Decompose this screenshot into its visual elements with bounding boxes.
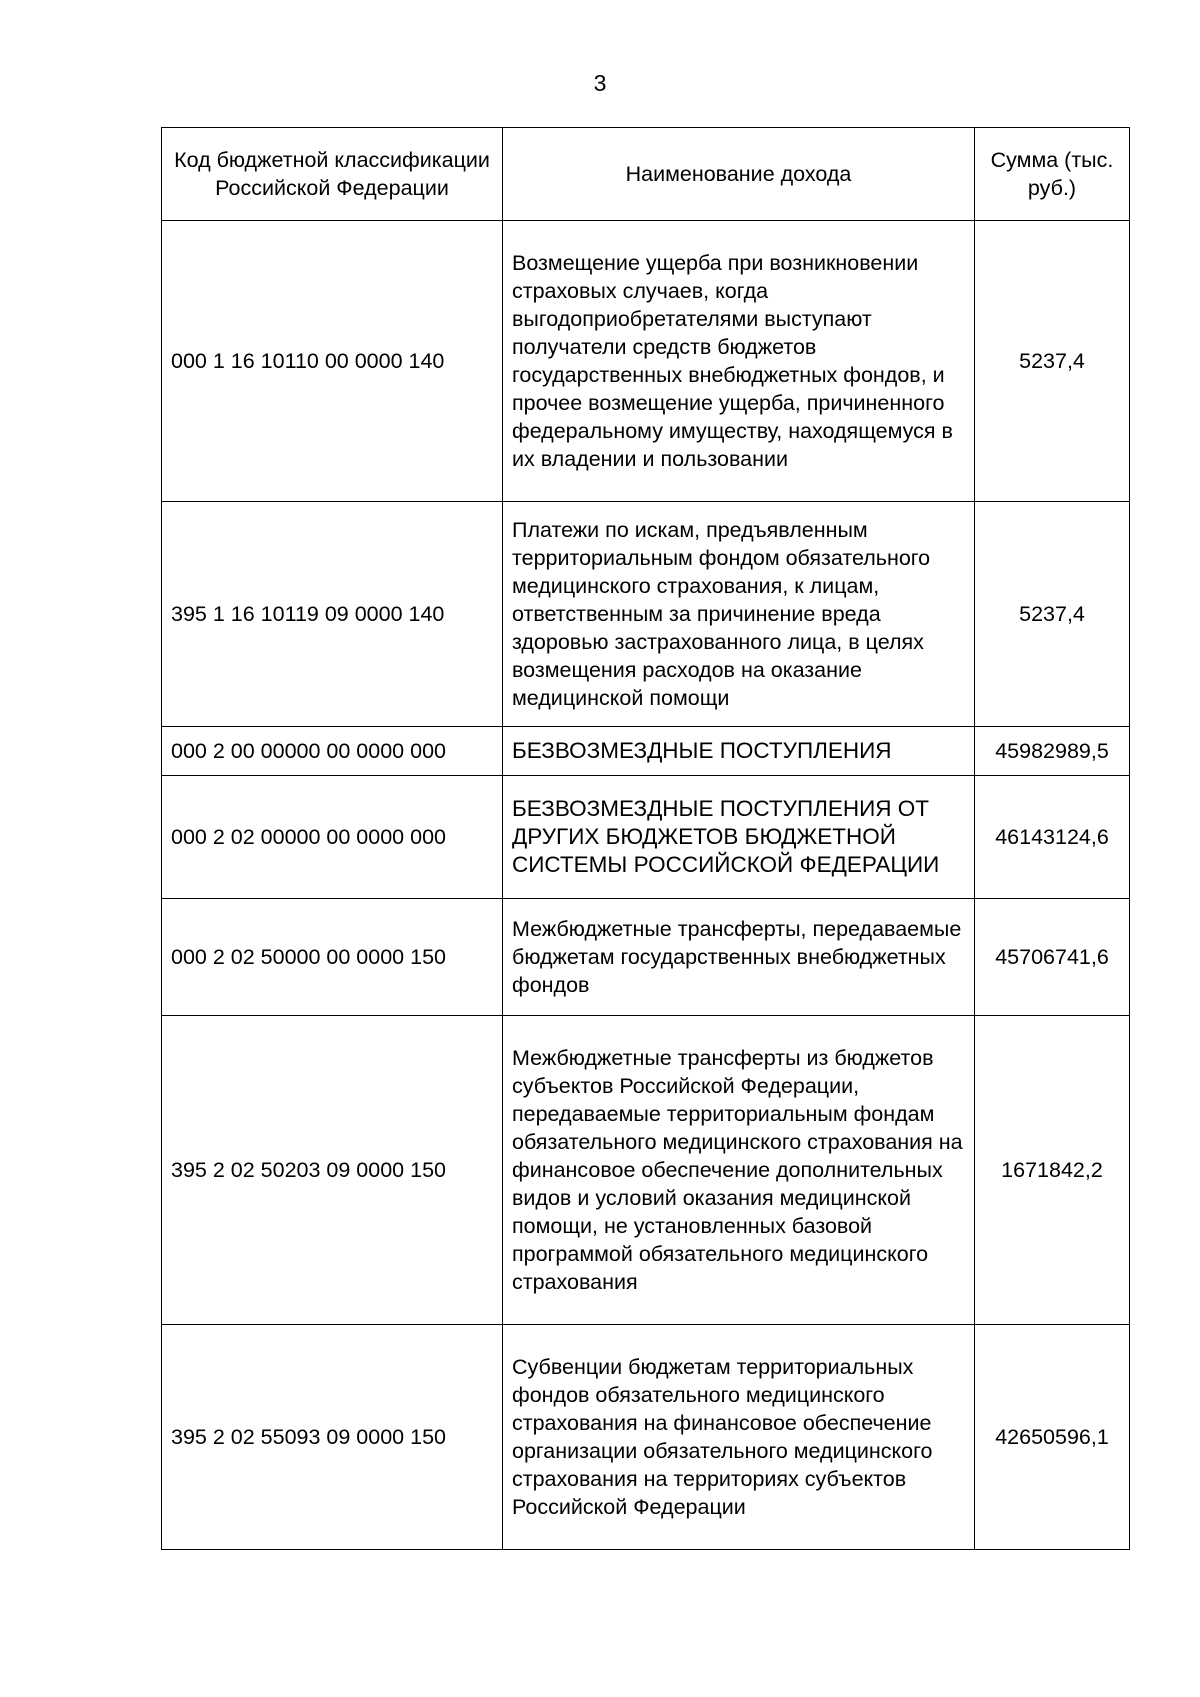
row-sum: 46143124,6 bbox=[975, 776, 1130, 899]
row-code: 000 1 16 10110 00 0000 140 bbox=[162, 221, 503, 502]
table-row bbox=[162, 727, 1130, 776]
row-sum: 5237,4 bbox=[975, 502, 1130, 727]
row-sum: 5237,4 bbox=[975, 221, 1130, 502]
table-row bbox=[162, 221, 1130, 502]
table-row bbox=[162, 899, 1130, 1016]
row-name: Межбюджетные трансферты из бюджетов субъектов Российской Федерации, передаваемые территориальным фондам обязательного медицинского страхования на финансовое обеспечение дополнительных видов и условий оказания медицинской помощи, не установленных базовой программой обязательного медицинского страхования bbox=[503, 1016, 975, 1325]
header-name: Наименование дохода bbox=[503, 128, 975, 221]
table-row bbox=[162, 1325, 1130, 1550]
page-number: 3 bbox=[593, 70, 607, 96]
row-code: 395 2 02 55093 09 0000 150 bbox=[162, 1325, 503, 1550]
income-table bbox=[161, 127, 1130, 1550]
row-name: Межбюджетные трансферты, передаваемые бюджетам государственных внебюджетных фондов bbox=[503, 899, 975, 1016]
table-row bbox=[162, 1016, 1130, 1325]
row-sum: 45982989,5 bbox=[975, 727, 1130, 776]
row-name: Субвенции бюджетам территориальных фондов обязательного медицинского страхования на финансовое обеспечение организации обязательного медицинского страхования на территориях субъектов Российской Федерации bbox=[503, 1325, 975, 1550]
table-header-row bbox=[162, 128, 1130, 221]
row-name: Платежи по искам, предъявленным территориальным фондом обязательного медицинского страхования, к лицам, ответственным за причинение вреда здоровью застрахованного лица, в целях возмещения расходов на оказание медицинской помощи bbox=[503, 502, 975, 727]
row-sum: 1671842,2 bbox=[975, 1016, 1130, 1325]
row-name: БЕЗВОЗМЕЗДНЫЕ ПОСТУПЛЕНИЯ bbox=[503, 727, 975, 776]
row-code: 000 2 02 50000 00 0000 150 bbox=[162, 899, 503, 1016]
row-name: Возмещение ущерба при возникновении страховых случаев, когда выгодоприобретателями выступают получатели средств бюджетов государственных внебюджетных фондов, и прочее возмещение ущерба, причиненного федеральному имуществу, находящемуся в их владении и пользовании bbox=[503, 221, 975, 502]
header-sum: Сумма (тыс. руб.) bbox=[975, 128, 1130, 221]
row-code: 395 2 02 50203 09 0000 150 bbox=[162, 1016, 503, 1325]
row-name: БЕЗВОЗМЕЗДНЫЕ ПОСТУПЛЕНИЯ ОТ ДРУГИХ БЮДЖЕТОВ БЮДЖЕТНОЙ СИСТЕМЫ РОССИЙСКОЙ ФЕДЕРАЦИИ bbox=[503, 776, 975, 899]
header-code: Код бюджетной классификации Российской Федерации bbox=[162, 128, 503, 221]
row-code: 000 2 00 00000 00 0000 000 bbox=[162, 727, 503, 776]
row-sum: 42650596,1 bbox=[975, 1325, 1130, 1550]
table-row bbox=[162, 502, 1130, 727]
row-code: 000 2 02 00000 00 0000 000 bbox=[162, 776, 503, 899]
table-row bbox=[162, 776, 1130, 899]
row-code: 395 1 16 10119 09 0000 140 bbox=[162, 502, 503, 727]
row-sum: 45706741,6 bbox=[975, 899, 1130, 1016]
